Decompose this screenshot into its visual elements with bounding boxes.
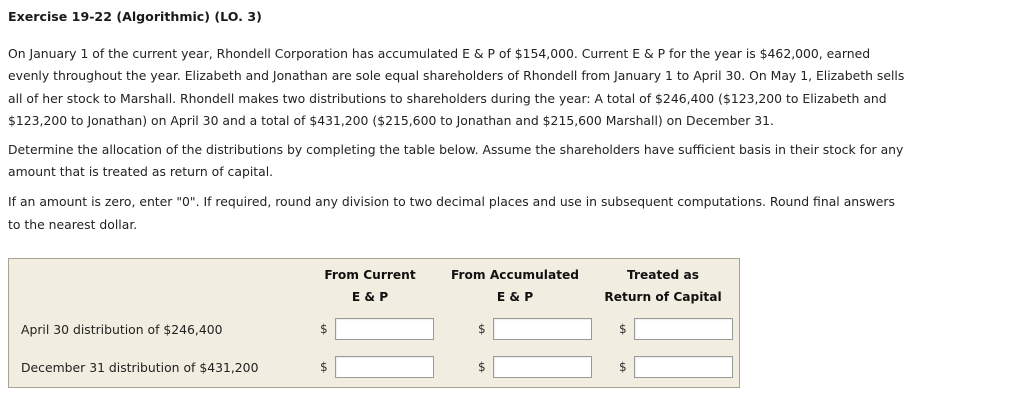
exercise-title: Exercise 19-22 (Algorithmic) (LO. 3) [8, 9, 262, 24]
cell-april-current-ep [320, 318, 434, 340]
april-current-ep-input[interactable] [335, 318, 434, 340]
cell-december-return-of-capital [619, 356, 733, 378]
april-accumulated-ep-input[interactable] [493, 318, 592, 340]
currency-symbol: $ [478, 322, 486, 336]
currency-symbol: $ [478, 360, 486, 374]
currency-symbol: $ [320, 360, 328, 374]
december-accumulated-ep-input[interactable] [493, 356, 592, 378]
cell-december-current-ep [320, 356, 434, 378]
column-header-line1: From Accumulated [450, 268, 580, 282]
column-header-line1: Treated as [626, 268, 699, 282]
answer-table [8, 258, 740, 388]
problem-paragraph-1: On January 1 of the current year, Rhondell Corporation has accumulated E & P of $154,000. Current E & P for the year is $462,000, earned evenly throughout the year. Elizabeth and Jonathan are sole equal shareholders of Rhondell from January 1 to April 30. On May 1, Elizabeth sells all of her stock to Marshall. Rhondell makes two distributions to shareholders during the year: A total of $246,400 ($123,200 to Elizabeth and $123,200 to Jonathan) on April 30 and a total of $431,200 ($215,600 to Jonathan and $215,600 Marshall) on December 31. [8, 46, 905, 129]
column-header-line2: E & P [351, 290, 389, 304]
currency-symbol: $ [619, 322, 627, 336]
currency-symbol: $ [320, 322, 328, 336]
cell-april-return-of-capital [619, 318, 733, 340]
row-label-april-30: April 30 distribution of $246,400 [21, 322, 223, 337]
currency-symbol: $ [619, 360, 627, 374]
cell-december-accumulated-ep [478, 356, 592, 378]
row-label-december-31: December 31 distribution of $431,200 [21, 360, 259, 375]
april-return-of-capital-input[interactable] [634, 318, 733, 340]
cell-april-accumulated-ep [478, 318, 592, 340]
column-header-accumulated-ep [441, 264, 589, 308]
column-header-line2: E & P [496, 290, 534, 304]
december-current-ep-input[interactable] [335, 356, 434, 378]
instructions-paragraph: If an amount is zero, enter "0". If required, round any division to two decimal places and use in subsequent computations. Round final answers to the nearest dollar. [8, 194, 895, 232]
column-header-line1: From Current [324, 268, 416, 282]
column-header-current-ep [305, 264, 435, 308]
december-return-of-capital-input[interactable] [634, 356, 733, 378]
problem-paragraph-2: Determine the allocation of the distributions by completing the table below. Assume the shareholders have sufficient basis in their stock for any amount that is treated as return of capital. [8, 141, 904, 180]
column-header-line2: Return of Capital [604, 290, 722, 304]
column-header-return-of-capital [597, 264, 729, 308]
